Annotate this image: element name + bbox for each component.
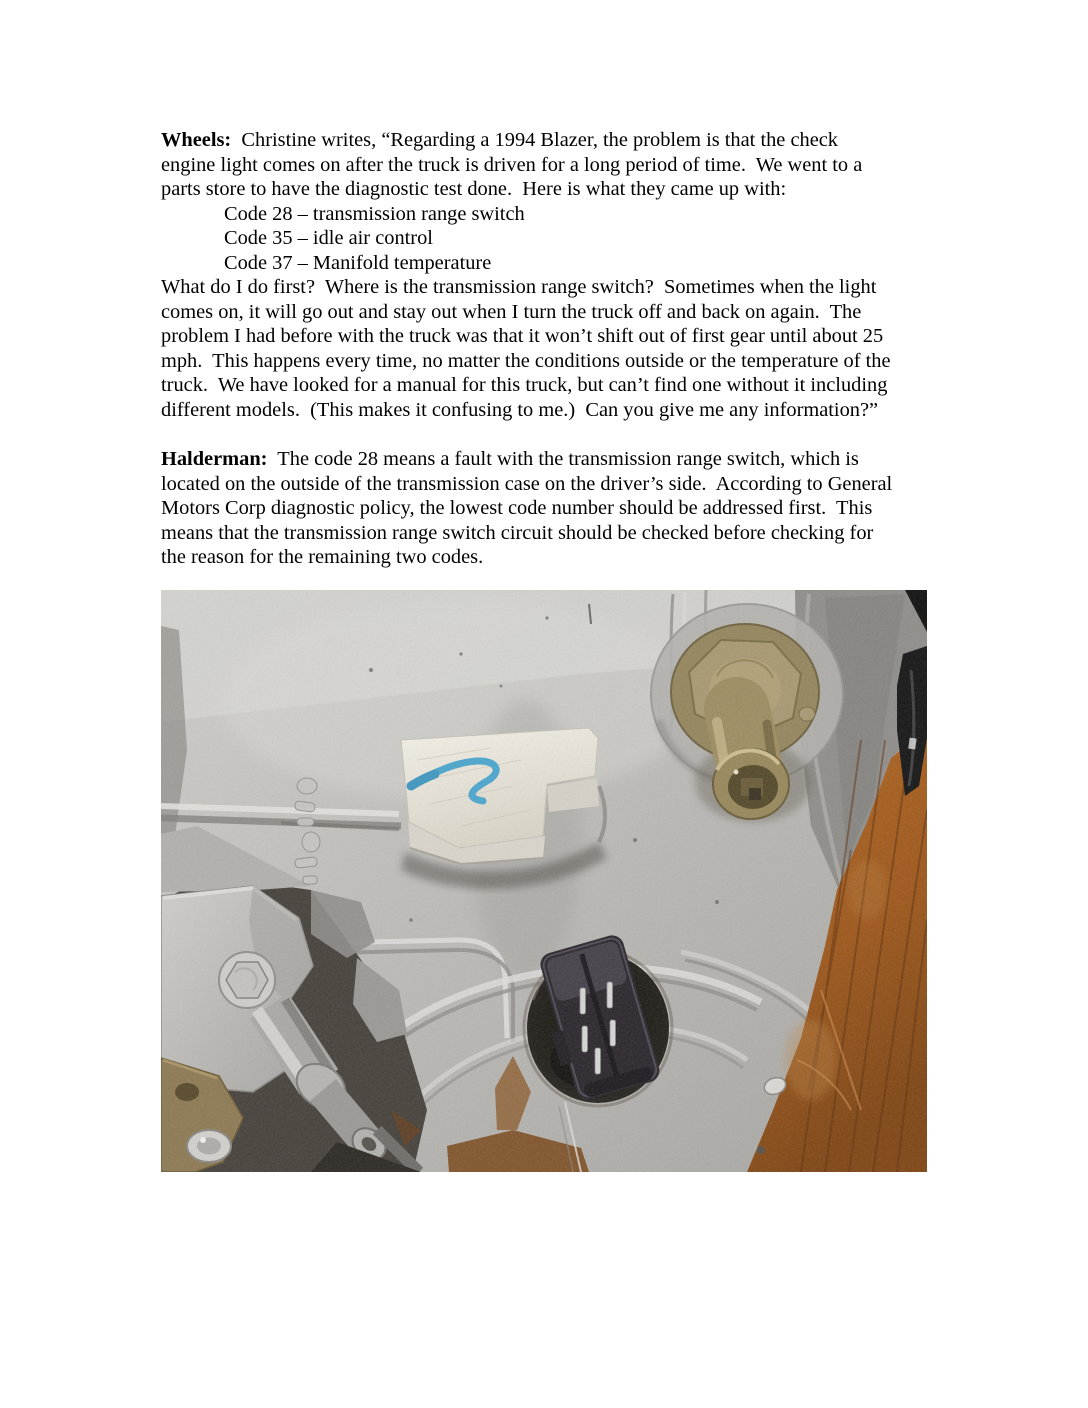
text-line: the reason for the remaining two codes. [161, 546, 484, 569]
code-line: Code 37 – Manifold temperature [224, 251, 492, 274]
text-line: problem I had before with the truck was that it won’t shift out of first gear until about 25 [161, 325, 884, 348]
transmission-case-photo [161, 590, 927, 1172]
text-line: engine light comes on after the truck is driven for a long period of time. We went to a [161, 153, 863, 176]
text-run: Christine writes, “Regarding a 1994 Blazer, the problem is that the check [231, 129, 838, 151]
text-line: truck. We have looked for a manual for this truck, but can’t find one without it including [161, 374, 888, 397]
text-line [161, 128, 961, 153]
text-line: parts store to have the diagnostic test done. Here is what they came up with: [161, 178, 787, 201]
code-line: Code 28 – transmission range switch [224, 202, 525, 225]
text-line [161, 447, 961, 472]
text-line: mph. This happens every time, no matter the conditions outside or the temperature of the [161, 349, 891, 372]
text-line: What do I do first? Where is the transmission range switch? Sometimes when the light [161, 276, 877, 299]
halderman-label: Halderman: [161, 448, 268, 471]
code-line: Code 35 – idle air control [224, 227, 433, 250]
paragraph-gap [161, 423, 961, 448]
wheels-paragraph [161, 128, 961, 423]
text-line: comes on, it will go out and stay out when I turn the truck off and back on again. The [161, 300, 862, 323]
text-line: Motors Corp diagnostic policy, the lowest code number should be addressed first. This [161, 497, 873, 520]
halderman-paragraph [161, 447, 961, 570]
text-line: different models. (This makes it confusing to me.) Can you give me any information?” [161, 399, 879, 422]
wheels-label: Wheels: [161, 129, 232, 151]
text-line: means that the transmission range switch circuit should be checked before checking for [161, 521, 874, 544]
text-run: The code 28 means a fault with the transmission range switch, which is [267, 448, 859, 471]
article-text [161, 128, 961, 570]
photo-grain [161, 590, 927, 1172]
text-line: located on the outside of the transmission case on the driver’s side. According to General [161, 472, 893, 495]
